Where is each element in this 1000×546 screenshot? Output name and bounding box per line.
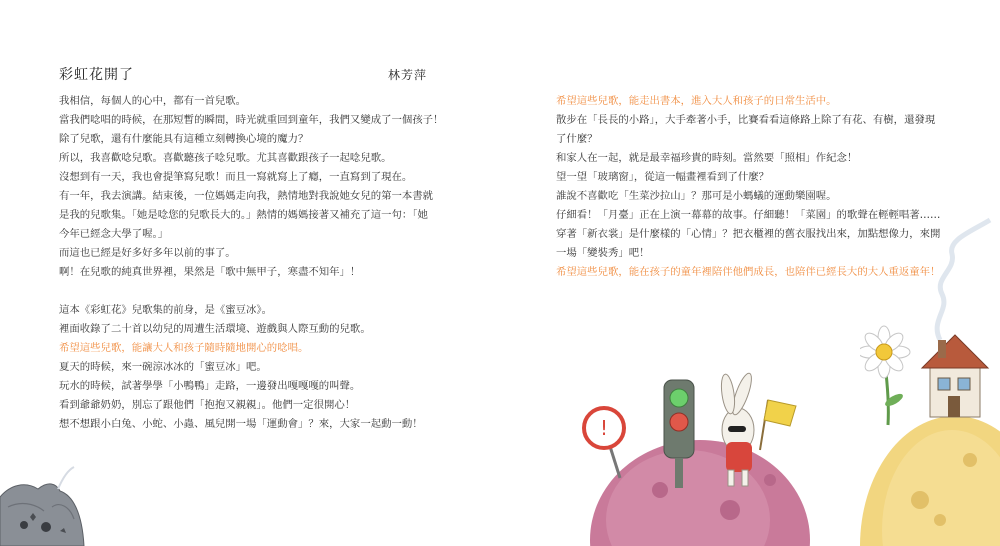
text-line: 玩水的時候，試著學學「小鴨鴨」走路，一邊發出嘎嘎嘎的叫聲。 bbox=[59, 380, 361, 392]
highlight-top: 希望這些兒歌，能走出書本，進入大人和孩子的日常生活中。 bbox=[556, 95, 837, 107]
house-planet-illustration bbox=[860, 210, 1000, 546]
text-line: 一場「變裝秀」吧！ bbox=[556, 247, 650, 259]
text-line: 而這也已經是好多好多年以前的事了。 bbox=[59, 247, 236, 259]
text-line: 啊！在兒歌的純真世界裡，果然是「歌中無甲子，寒盡不知年」！ bbox=[59, 266, 361, 278]
text-line: 仔細看！「月臺」正在上演一幕幕的故事。仔細聽！「菜園」的歌聲在輕輕唱著…… bbox=[556, 209, 941, 221]
text-line: 今年已經念大學了喔。」 bbox=[59, 228, 169, 240]
text-line: 裡面收錄了二十首以幼兒的周遭生活環境、遊戲與人際互動的兒歌。 bbox=[59, 323, 371, 335]
page-title: 彩虹花開了 bbox=[59, 67, 134, 83]
text-line: 散步在「長長的小路」，大手牽著小手，比賽看看這條路上除了有花、有樹，還發現 bbox=[556, 114, 936, 126]
text-line: 這本《彩虹花》兒歌集的前身，是《蜜豆冰》。 bbox=[59, 304, 273, 316]
text-line: 想不想跟小白兔、小蛇、小蟲、風兒開一場「運動會」？來，大家一起動一動！ bbox=[59, 418, 423, 430]
svg-text:!: ! bbox=[599, 416, 609, 440]
text-line: 看到爺爺奶奶，別忘了跟他們「抱抱又親親」。他們一定很開心！ bbox=[59, 399, 356, 411]
rabbit-planet-illustration bbox=[570, 360, 850, 546]
text-line: 有一年，我去演講。結束後，一位媽媽走向我，熱情地對我說她女兒的第一本書就 bbox=[59, 190, 434, 202]
highlight-bottom: 希望這些兒歌，能在孩子的童年裡陪伴他們成長，也陪伴已經長大的大人重返童年！ bbox=[556, 266, 941, 278]
right-page bbox=[500, 0, 1000, 546]
text-line: 所以，我喜歡唸兒歌。喜歡聽孩子唸兒歌。尤其喜歡跟孩子一起唸兒歌。 bbox=[59, 152, 392, 164]
text-line: 除了兒歌，還有什麼能具有這種立刻轉換心境的魔力？ bbox=[59, 133, 309, 145]
text-line: 我相信，每個人的心中，都有一首兒歌。 bbox=[59, 95, 247, 107]
text-line: 望一望「玻璃窗」，從這一幅畫裡看到了什麼？ bbox=[556, 171, 770, 183]
text-line: 穿著「新衣裳」是什麼樣的「心情」？把衣櫃裡的舊衣服找出來，加點想像力，來開 bbox=[556, 228, 941, 240]
text-line: 了什麼？ bbox=[556, 133, 598, 145]
text-line: 和家人在一起，就是最幸福珍貴的時刻。當然要「照相」作紀念！ bbox=[556, 152, 858, 164]
left-body-text bbox=[59, 92, 443, 434]
creature-illustration bbox=[0, 455, 90, 546]
author-name: 林芳萍 bbox=[388, 68, 428, 82]
text-line: 誰說不喜歡吃「生菜沙拉山」？那可是小螞蟻的運動樂園喔。 bbox=[556, 190, 837, 202]
text-line: 當我們唸唱的時候，在那短暫的瞬間，時光就重回到童年，我們又變成了一個孩子！ bbox=[59, 114, 444, 126]
text-line: 是我的兒歌集。「她是唸您的兒歌長大的。」熱情的媽媽接著又補充了這一句：「她 bbox=[59, 209, 428, 221]
text-line: 沒想到有一天，我也會提筆寫兒歌！而且一寫就寫上了癮，一直寫到了現在。 bbox=[59, 171, 413, 183]
text-line: 夏天的時候，來一碗涼冰冰的「蜜豆冰」吧。 bbox=[59, 361, 267, 373]
highlight-line: 希望這些兒歌，能讓大人和孩子隨時隨地開心的唸唱。 bbox=[59, 342, 309, 354]
